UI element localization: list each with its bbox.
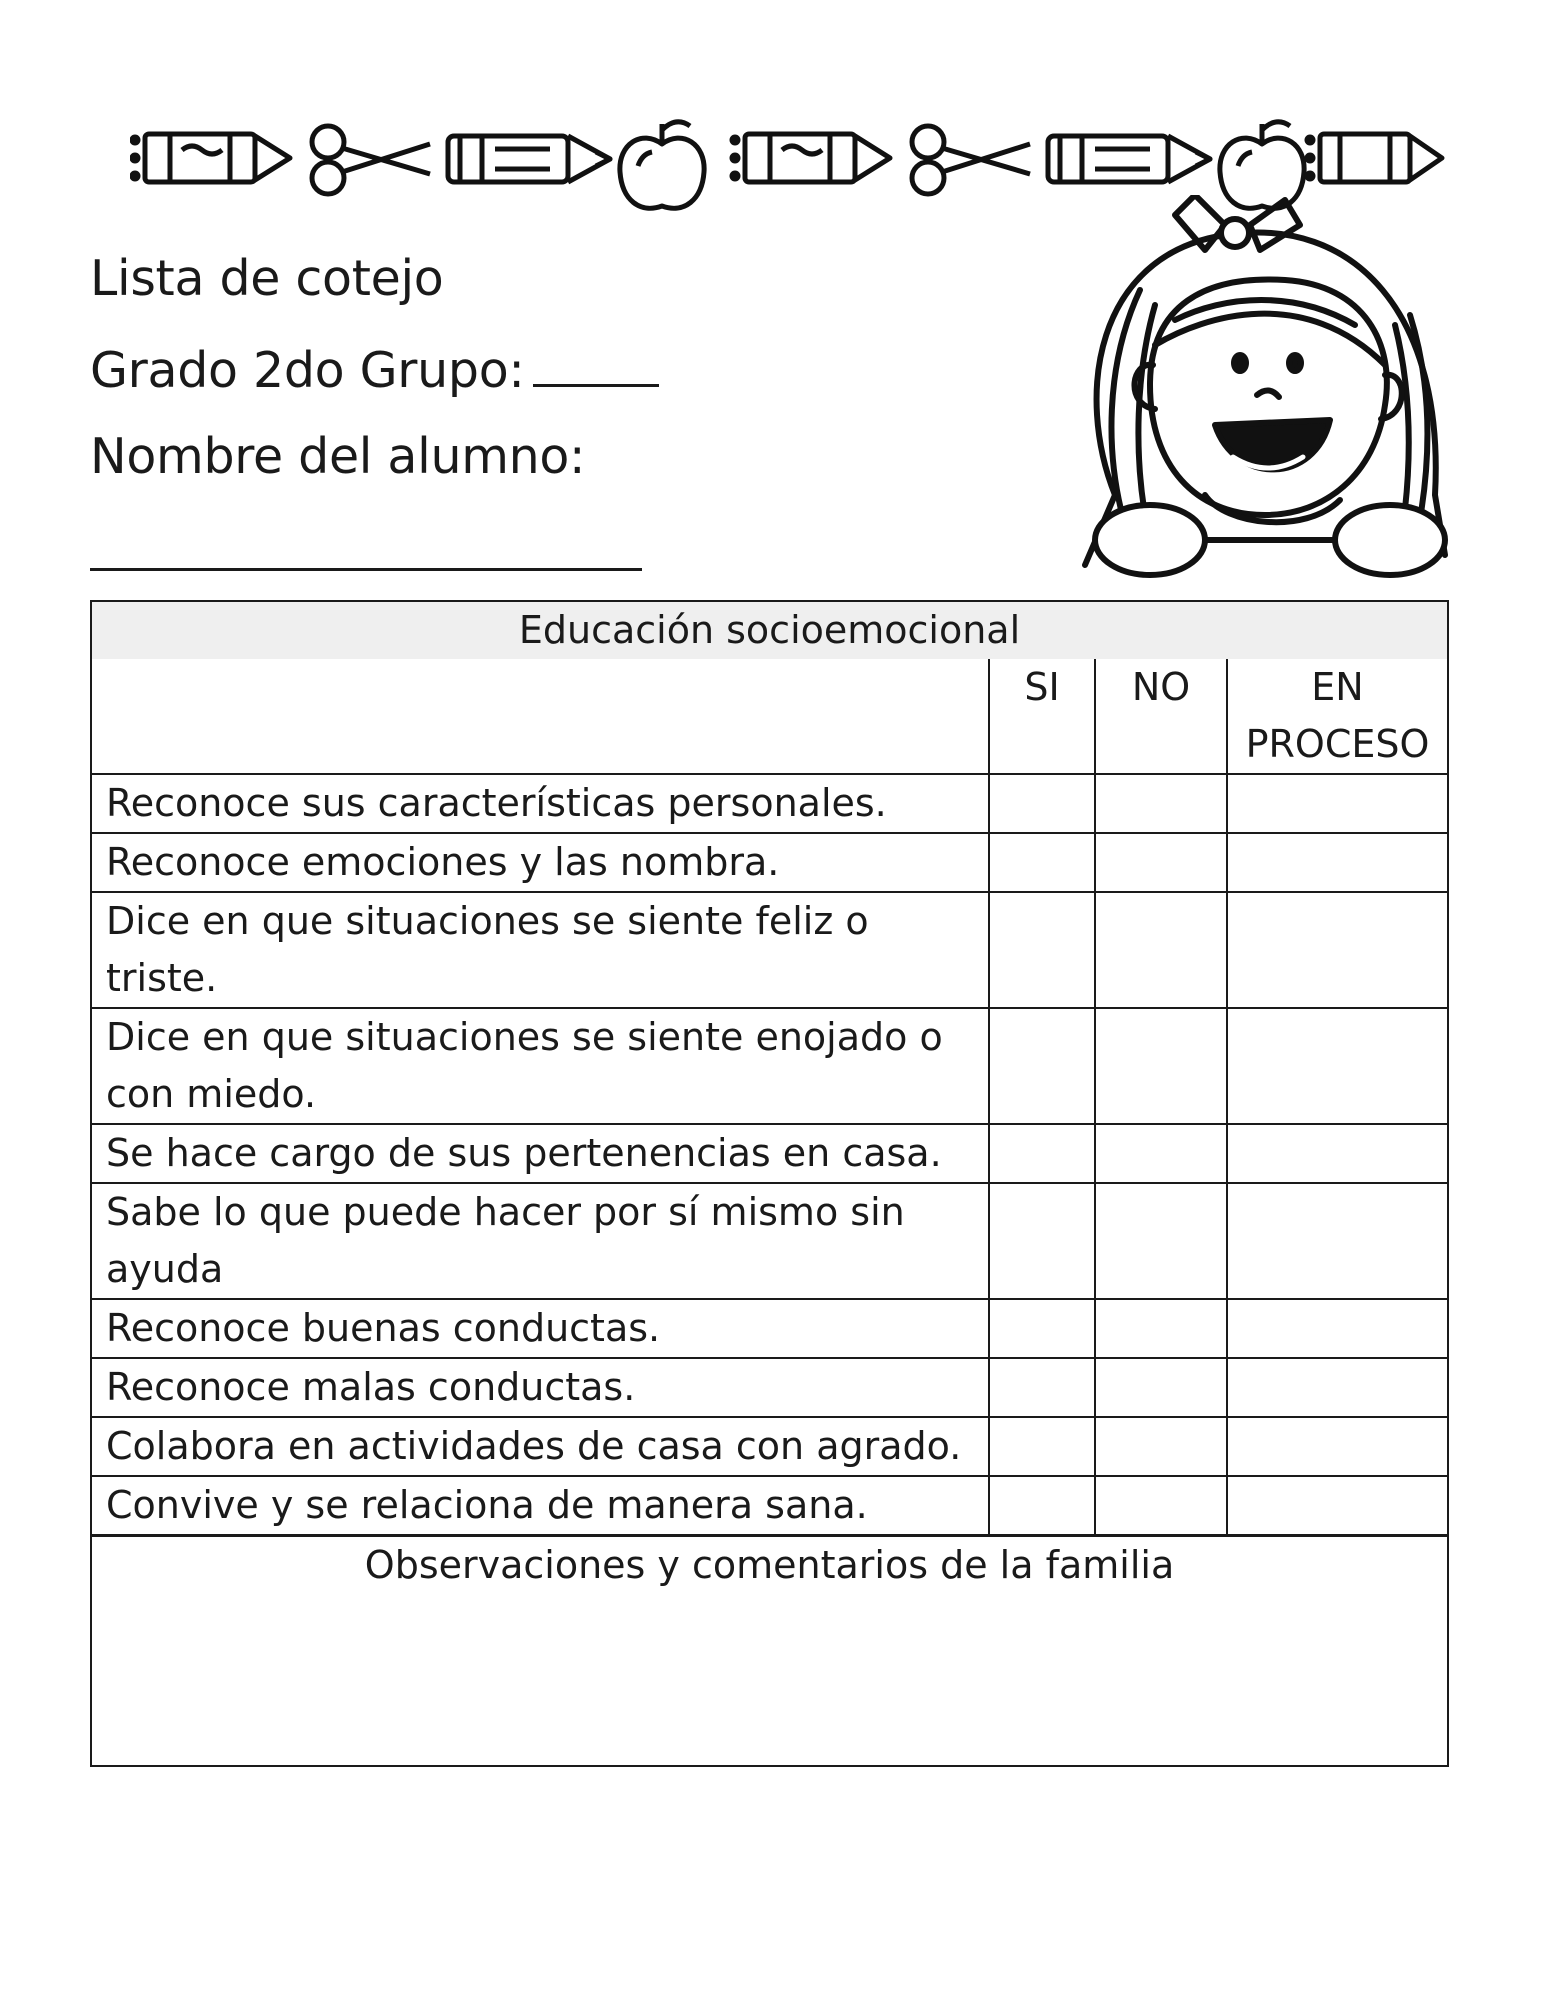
si-checkbox-cell[interactable]	[989, 892, 1095, 1008]
table-row	[91, 1124, 1448, 1183]
criterion-text: Reconoce malas conductas.	[91, 1358, 989, 1417]
observations-row	[91, 1536, 1448, 1767]
en-proceso-checkbox-cell[interactable]	[1227, 833, 1448, 892]
en-proceso-checkbox-cell[interactable]	[1227, 1008, 1448, 1124]
criterion-text: Convive y se relaciona de manera sana.	[91, 1476, 989, 1536]
header-blank-cell	[91, 659, 989, 774]
no-checkbox-cell[interactable]	[1095, 1008, 1227, 1124]
col-header-no: NO	[1095, 659, 1227, 774]
si-checkbox-cell[interactable]	[989, 1476, 1095, 1536]
no-checkbox-cell[interactable]	[1095, 1183, 1227, 1299]
no-checkbox-cell[interactable]	[1095, 1124, 1227, 1183]
no-checkbox-cell[interactable]	[1095, 1358, 1227, 1417]
en-proceso-checkbox-cell[interactable]	[1227, 774, 1448, 833]
crayon-icon	[732, 134, 890, 182]
table-row	[91, 774, 1448, 833]
grade-group-field	[90, 342, 659, 399]
girl-illustration	[1055, 195, 1475, 590]
si-checkbox-cell[interactable]	[989, 1299, 1095, 1358]
table-row	[91, 833, 1448, 892]
scissors-icon	[312, 126, 430, 194]
grade-group-label: Grado 2do Grupo:	[90, 342, 525, 399]
column-header-row	[91, 659, 1448, 774]
checklist-table	[90, 600, 1449, 1767]
no-checkbox-cell[interactable]	[1095, 1476, 1227, 1536]
crayon-icon	[132, 134, 290, 182]
observations-box[interactable]	[91, 1536, 1448, 1767]
si-checkbox-cell[interactable]	[989, 833, 1095, 892]
pencil-icon	[1048, 136, 1210, 182]
col-header-si: SI	[989, 659, 1095, 774]
apple-icon	[620, 122, 704, 208]
page-title: Lista de cotejo	[90, 250, 444, 307]
si-checkbox-cell[interactable]	[989, 1183, 1095, 1299]
criterion-text: Reconoce sus características personales.	[91, 774, 989, 833]
section-title: Educación socioemocional	[91, 601, 1448, 659]
si-checkbox-cell[interactable]	[989, 1358, 1095, 1417]
en-proceso-checkbox-cell[interactable]	[1227, 892, 1448, 1008]
criterion-text: Sabe lo que puede hacer por sí mismo sin ayuda	[91, 1183, 989, 1299]
en-proceso-checkbox-cell[interactable]	[1227, 1183, 1448, 1299]
criterion-text: Dice en que situaciones se siente feliz o triste.	[91, 892, 989, 1008]
en-proceso-checkbox-cell[interactable]	[1227, 1124, 1448, 1183]
no-checkbox-cell[interactable]	[1095, 833, 1227, 892]
crayon-icon	[1307, 134, 1442, 182]
col-header-en-proceso: EN PROCESO	[1227, 659, 1448, 774]
no-checkbox-cell[interactable]	[1095, 892, 1227, 1008]
en-proceso-checkbox-cell[interactable]	[1227, 1476, 1448, 1536]
table-row	[91, 1417, 1448, 1476]
table-row	[91, 1008, 1448, 1124]
en-proceso-checkbox-cell[interactable]	[1227, 1417, 1448, 1476]
si-checkbox-cell[interactable]	[989, 1417, 1095, 1476]
student-name-label: Nombre del alumno:	[90, 428, 586, 485]
en-proceso-checkbox-cell[interactable]	[1227, 1299, 1448, 1358]
group-blank-line[interactable]	[533, 344, 659, 387]
table-row	[91, 1358, 1448, 1417]
no-checkbox-cell[interactable]	[1095, 1417, 1227, 1476]
criterion-text: Dice en que situaciones se siente enojado o con miedo.	[91, 1008, 989, 1124]
criterion-text: Colabora en actividades de casa con agrado.	[91, 1417, 989, 1476]
si-checkbox-cell[interactable]	[989, 1124, 1095, 1183]
scissors-icon	[912, 126, 1030, 194]
table-row	[91, 1476, 1448, 1536]
student-name-blank-line[interactable]	[90, 568, 642, 571]
en-proceso-checkbox-cell[interactable]	[1227, 1358, 1448, 1417]
observations-label: Observaciones y comentarios de la familia	[364, 1543, 1175, 1587]
criterion-text: Se hace cargo de sus pertenencias en casa.	[91, 1124, 989, 1183]
section-title-row	[91, 601, 1448, 659]
no-checkbox-cell[interactable]	[1095, 1299, 1227, 1358]
criterion-text: Reconoce emociones y las nombra.	[91, 833, 989, 892]
table-row	[91, 1183, 1448, 1299]
si-checkbox-cell[interactable]	[989, 1008, 1095, 1124]
table-row	[91, 892, 1448, 1008]
no-checkbox-cell[interactable]	[1095, 774, 1227, 833]
table-row	[91, 1299, 1448, 1358]
pencil-icon	[448, 136, 610, 182]
criterion-text: Reconoce buenas conductas.	[91, 1299, 989, 1358]
si-checkbox-cell[interactable]	[989, 774, 1095, 833]
